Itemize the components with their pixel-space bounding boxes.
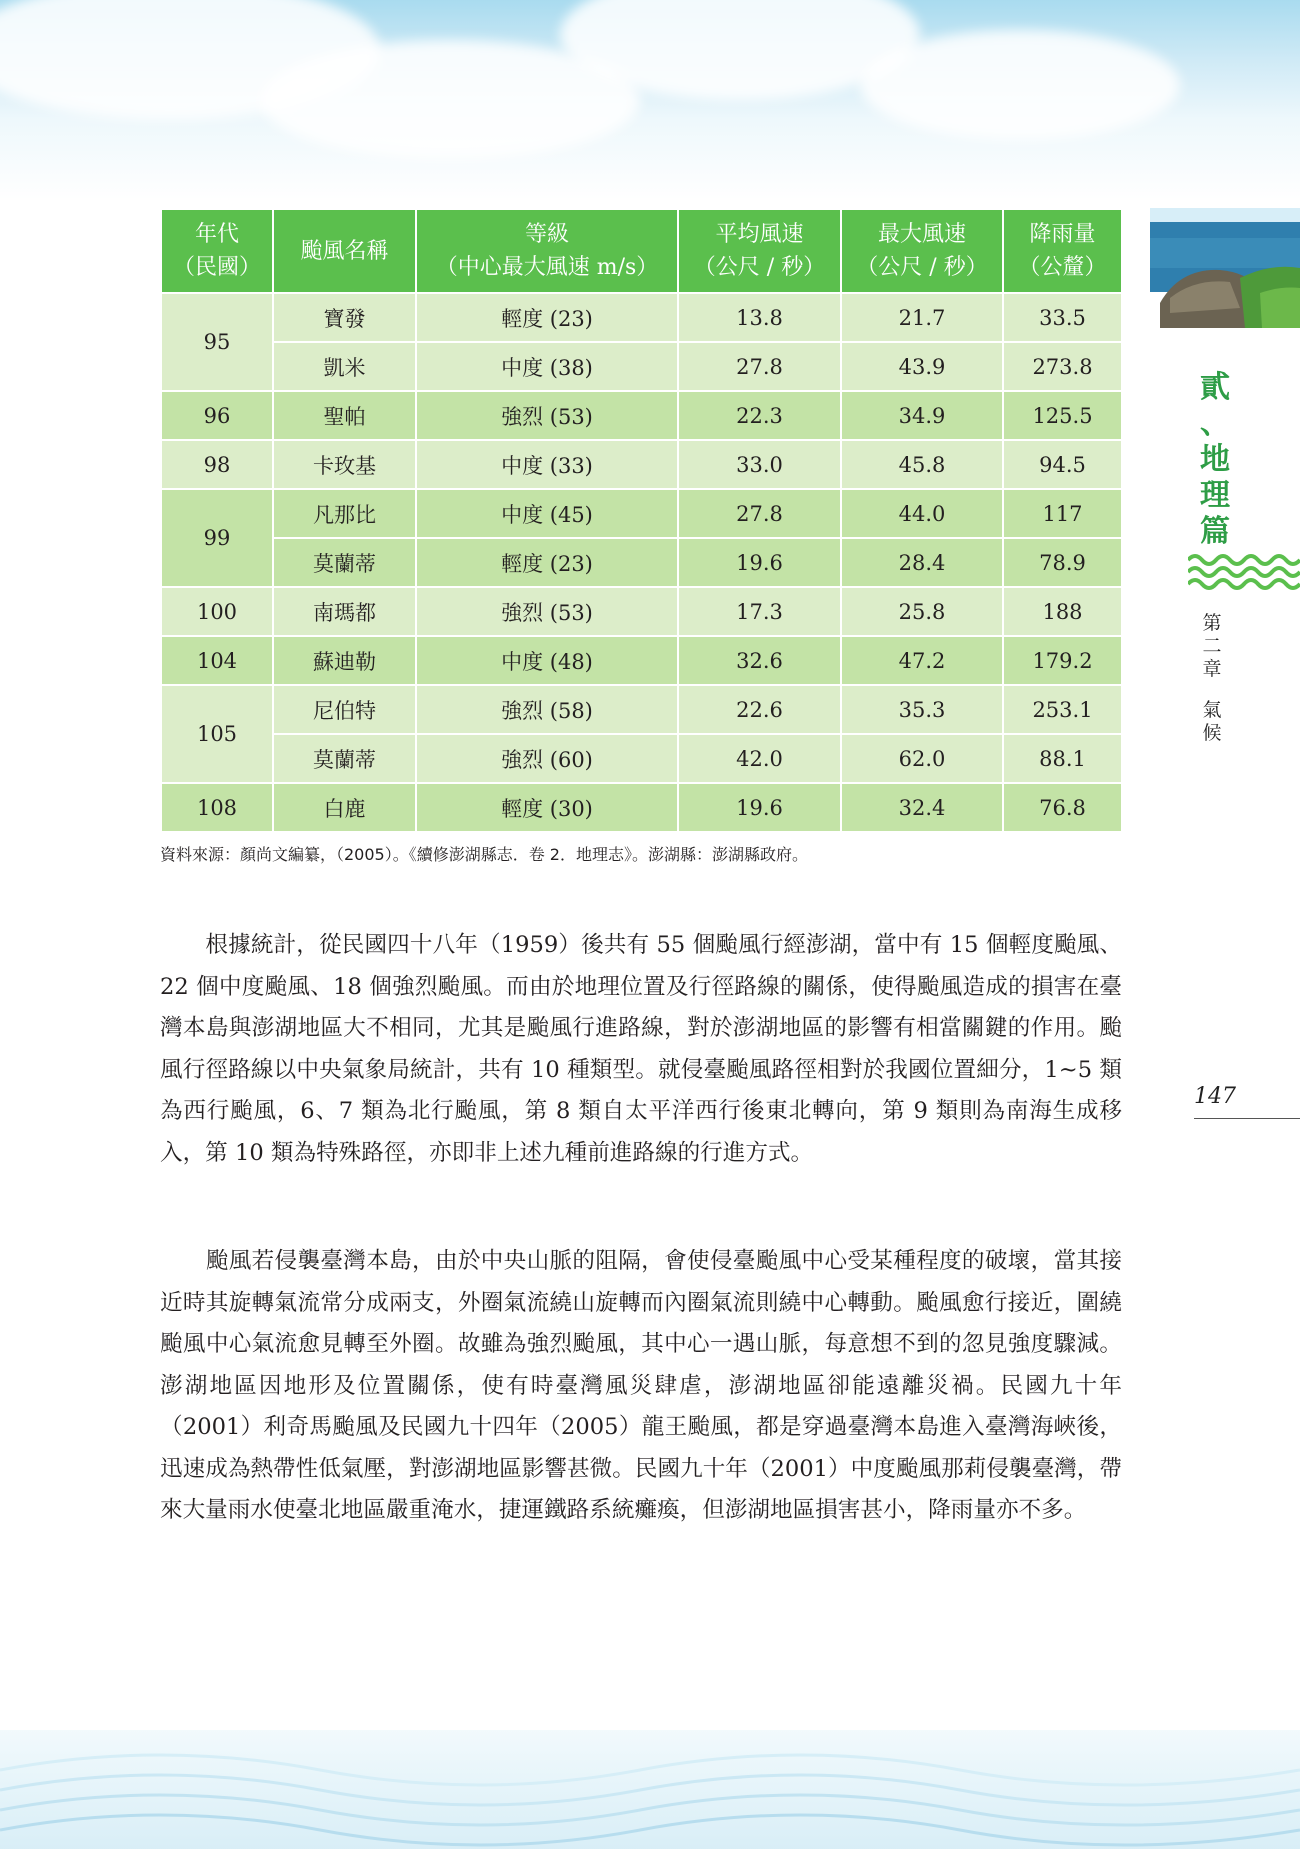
level-cell: 中度 (38) xyxy=(416,342,678,391)
rain-cell: 94.5 xyxy=(1003,440,1122,489)
year-cell: 95 xyxy=(161,293,273,391)
avg-cell: 19.6 xyxy=(678,538,841,587)
max-cell: 25.8 xyxy=(841,587,1003,636)
rain-cell: 253.1 xyxy=(1003,685,1122,734)
year-cell: 105 xyxy=(161,685,273,783)
max-cell: 35.3 xyxy=(841,685,1003,734)
rain-cell: 125.5 xyxy=(1003,391,1122,440)
level-cell: 強烈 (53) xyxy=(416,587,678,636)
section-char: 貳 xyxy=(1200,370,1230,405)
level-cell: 輕度 (23) xyxy=(416,293,678,342)
name-cell: 凡那比 xyxy=(273,489,416,538)
header-year: 年代 （民國） xyxy=(161,209,273,293)
avg-cell: 13.8 xyxy=(678,293,841,342)
name-cell: 莫蘭蒂 xyxy=(273,734,416,783)
year-cell: 98 xyxy=(161,440,273,489)
level-cell: 輕度 (30) xyxy=(416,783,678,832)
max-cell: 45.8 xyxy=(841,440,1003,489)
chapter-char: 章 xyxy=(1202,658,1222,680)
footer-waves-decoration xyxy=(0,1730,1300,1849)
table-row xyxy=(161,734,1122,783)
rain-cell: 33.5 xyxy=(1003,293,1122,342)
name-cell: 聖帕 xyxy=(273,391,416,440)
header-rainfall: 降雨量 （公釐） xyxy=(1003,209,1122,293)
year-cell: 104 xyxy=(161,636,273,685)
avg-cell: 27.8 xyxy=(678,489,841,538)
max-cell: 34.9 xyxy=(841,391,1003,440)
section-char: 地 xyxy=(1200,442,1230,477)
avg-cell: 33.0 xyxy=(678,440,841,489)
name-cell: 莫蘭蒂 xyxy=(273,538,416,587)
table-row xyxy=(161,587,1122,636)
avg-cell: 27.8 xyxy=(678,342,841,391)
max-cell: 43.9 xyxy=(841,342,1003,391)
name-cell: 卡玫基 xyxy=(273,440,416,489)
avg-cell: 42.0 xyxy=(678,734,841,783)
green-waves-icon xyxy=(1188,552,1300,592)
avg-cell: 22.6 xyxy=(678,685,841,734)
name-cell: 蘇迪勒 xyxy=(273,636,416,685)
chapter-char: 氣 xyxy=(1202,699,1222,721)
table-source-note: 資料來源：顏尚文編纂，（2005）。《續修澎湖縣志．卷 2．地理志》。澎湖縣：澎湖縣政府。 xyxy=(160,845,808,864)
coastal-landscape-photo xyxy=(1150,208,1300,328)
year-cell: 96 xyxy=(161,391,273,440)
name-cell: 南瑪都 xyxy=(273,587,416,636)
section-char: 篇 xyxy=(1200,514,1230,549)
header-sky-decoration xyxy=(0,0,1300,200)
page-number: 147 xyxy=(1194,1084,1236,1109)
body-paragraph: 颱風若侵襲臺灣本島，由於中央山脈的阻隔，會使侵臺颱風中心受某種程度的破壞，當其接近時其旋轉氣流常分成兩支，外圈氣流繞山旋轉而內圈氣流則繞中心轉動。颱風愈行接近，圍繞颱風中心氣流愈見轉至外圈。故雖為強烈颱風，其中心一遇山脈，每意想不到的忽見強度驟減。澎湖地區因地形及位置關係，使有時臺灣風災肆虐，澎湖地區卻能遠離災禍。民國九十年（2001）利奇馬颱風及民國九十四年（2005）龍王颱風，都是穿過臺灣本島進入臺灣海峽後，迅速成為熱帶性低氣壓，對澎湖地區影響甚微。民國九十年（2001）中度颱風那莉侵襲臺灣，帶來大量雨水使臺北地區嚴重淹水，捷運鐵路系統癱瘓，但澎湖地區損害甚小，降雨量亦不多。 xyxy=(160,1248,1122,1523)
section-char: 理 xyxy=(1200,478,1230,513)
name-cell: 寶發 xyxy=(273,293,416,342)
table-row xyxy=(161,538,1122,587)
chapter-char: 候 xyxy=(1202,722,1222,744)
table-row xyxy=(161,391,1122,440)
chapter-char: 第 xyxy=(1202,612,1222,634)
level-cell: 強烈 (58) xyxy=(416,685,678,734)
level-cell: 強烈 (60) xyxy=(416,734,678,783)
table-header-row xyxy=(161,209,1122,293)
max-cell: 44.0 xyxy=(841,489,1003,538)
avg-cell: 19.6 xyxy=(678,783,841,832)
level-cell: 中度 (33) xyxy=(416,440,678,489)
year-cell: 100 xyxy=(161,587,273,636)
rain-cell: 88.1 xyxy=(1003,734,1122,783)
max-cell: 21.7 xyxy=(841,293,1003,342)
max-cell: 47.2 xyxy=(841,636,1003,685)
rain-cell: 179.2 xyxy=(1003,636,1122,685)
level-cell: 強烈 (53) xyxy=(416,391,678,440)
table-row xyxy=(161,685,1122,734)
table-row xyxy=(161,783,1122,832)
avg-cell: 32.6 xyxy=(678,636,841,685)
rain-cell: 117 xyxy=(1003,489,1122,538)
name-cell: 白鹿 xyxy=(273,783,416,832)
rain-cell: 273.8 xyxy=(1003,342,1122,391)
table-row xyxy=(161,636,1122,685)
max-cell: 32.4 xyxy=(841,783,1003,832)
table-row xyxy=(161,489,1122,538)
avg-cell: 22.3 xyxy=(678,391,841,440)
header-avg-speed: 平均風速 （公尺 / 秒） xyxy=(678,209,841,293)
header-name: 颱風名稱 xyxy=(273,209,416,293)
rain-cell: 78.9 xyxy=(1003,538,1122,587)
year-cell: 99 xyxy=(161,489,273,587)
body-paragraph: 根據統計，從民國四十八年（1959）後共有 55 個颱風行經澎湖，當中有 15 個輕度颱風、22 個中度颱風、18 個強烈颱風。而由於地理位置及行徑路線的關係，使得颱風造成的損害在臺灣本島與澎湖地區大不相同，尤其是颱風行進路線，對於澎湖地區的影響有相當關鍵的作用。颱風行徑路線以中央氣象局統計，共有 10 種類型。就侵臺颱風路徑相對於我國位置細分，1~5 類為西行颱風，6、7 類為北行颱風，第 8 類自太平洋西行後東北轉向，第 9 類則為南海生成移入，第 10 類為特殊路徑，亦即非上述九種前進路線的行進方式。 xyxy=(160,932,1122,1166)
max-cell: 28.4 xyxy=(841,538,1003,587)
section-title-vertical xyxy=(1190,370,1240,550)
name-cell: 尼伯特 xyxy=(273,685,416,734)
year-cell: 108 xyxy=(161,783,273,832)
page-number-rule xyxy=(1194,1118,1300,1119)
table-row xyxy=(161,342,1122,391)
table-row xyxy=(161,440,1122,489)
section-char: 、 xyxy=(1200,406,1230,441)
level-cell: 中度 (45) xyxy=(416,489,678,538)
level-cell: 輕度 (23) xyxy=(416,538,678,587)
max-cell: 62.0 xyxy=(841,734,1003,783)
typhoon-table xyxy=(160,208,1123,833)
avg-cell: 17.3 xyxy=(678,587,841,636)
name-cell: 凱米 xyxy=(273,342,416,391)
chapter-label-vertical xyxy=(1196,612,1228,745)
header-level: 等級 （中心最大風速 m/s） xyxy=(416,209,678,293)
rain-cell: 76.8 xyxy=(1003,783,1122,832)
rain-cell: 188 xyxy=(1003,587,1122,636)
chapter-char: 二 xyxy=(1202,635,1222,657)
table-row xyxy=(161,293,1122,342)
level-cell: 中度 (48) xyxy=(416,636,678,685)
header-max-speed: 最大風速 （公尺 / 秒） xyxy=(841,209,1003,293)
